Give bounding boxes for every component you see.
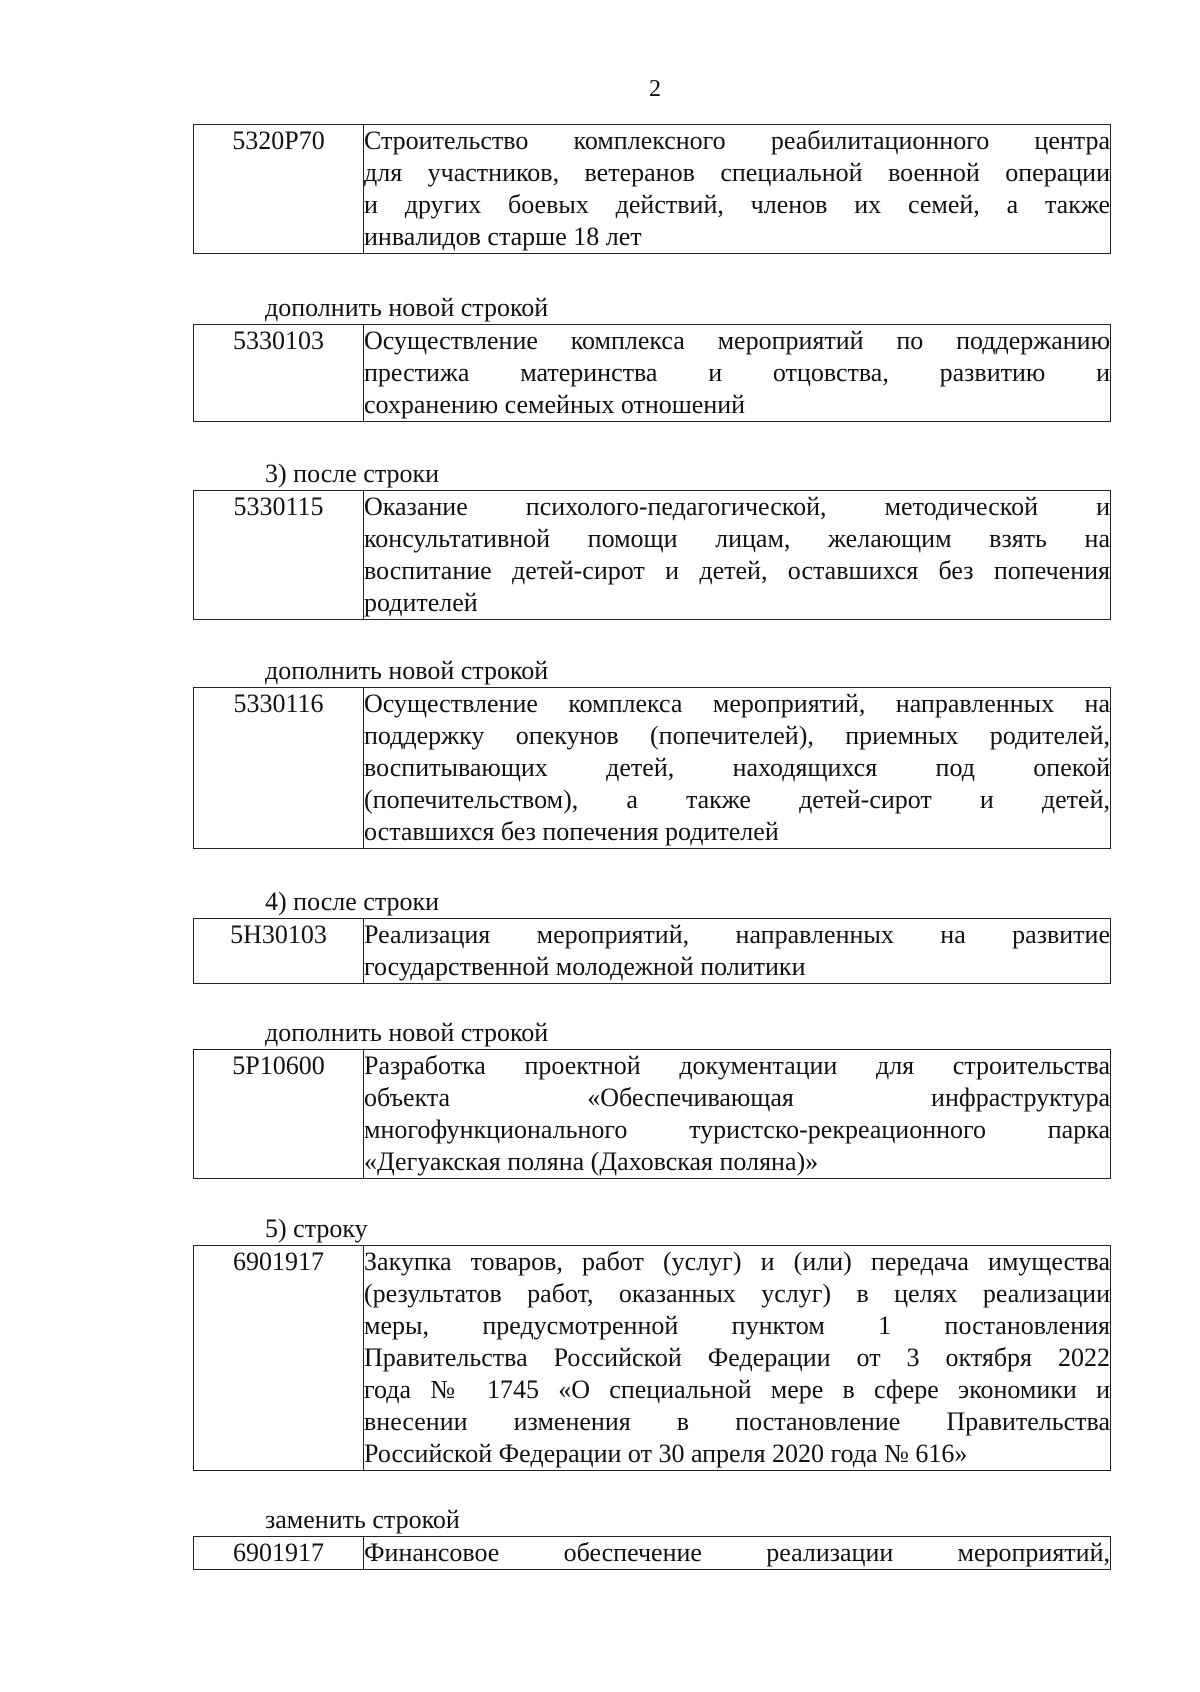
table-row [194,919,1111,984]
code-cell: 5330116 [194,688,364,849]
description-line: инвалидов старше 18 лет [364,222,642,251]
description-line: Правительства Российской Федерации от 3 октября 2022 [364,1343,1110,1372]
page-number: 2 [649,76,661,102]
code-cell: 5320Р70 [194,125,364,254]
classification-table [193,1049,1111,1179]
description-line: Строительство комплексного реабилитационного центра [364,126,1110,155]
code-cell: 5Р10600 [194,1050,364,1179]
description-line: (попечительством), а также детей-сирот и детей, [364,785,1110,814]
instruction-caption: дополнить новой строкой [265,656,549,685]
table-row [194,1537,1111,1570]
description-line: объекта «Обеспечивающая инфраструктура [364,1083,1110,1112]
description-line: поддержку опекунов (попечителей), приемных родителей, [364,721,1110,750]
description-line: государственной молодежной политики [364,952,806,981]
description-cell [364,125,1111,254]
description-cell [364,1050,1111,1179]
description-line: Осуществление комплекса мероприятий, направленных на [364,689,1110,718]
code-cell: 6901917 [194,1537,364,1570]
description-line: сохранению семейных отношений [364,390,746,419]
table-row [194,491,1111,620]
description-line: консультативной помощи лицам, желающим взять на [364,524,1110,553]
description-cell [364,1537,1111,1570]
instruction-caption: 5) строку [265,1214,368,1243]
description-line: оставшихся без попечения родителей [364,817,779,846]
table-row [194,325,1111,422]
description-line: воспитание детей-сирот и детей, оставшихся без попечения [364,556,1110,585]
table-row [194,1050,1111,1179]
classification-table [193,687,1111,849]
description-line: родителей [364,588,478,617]
classification-table [193,124,1111,254]
instruction-caption: заменить строкой [265,1505,460,1534]
description-cell [364,1246,1111,1471]
instruction-caption: дополнить новой строкой [265,293,549,322]
description-cell [364,491,1111,620]
classification-table [193,1536,1111,1570]
code-cell: 5Н30103 [194,919,364,984]
classification-table [193,324,1111,422]
description-cell [364,325,1111,422]
code-cell: 5330103 [194,325,364,422]
description-line: для участников, ветеранов специальной военной операции [364,158,1110,187]
classification-table [193,918,1111,984]
description-line: меры, предусмотренной пунктом 1 постановления [364,1311,1110,1340]
description-line: Оказание психолого-педагогической, методической и [364,492,1110,521]
instruction-caption: 4) после строки [265,887,440,916]
table-row [194,1246,1111,1471]
description-line: Закупка товаров, работ (услуг) и (или) передача имущества [364,1247,1110,1276]
description-line: Реализация мероприятий, направленных на развитие [364,920,1110,949]
table-row [194,688,1111,849]
description-cell [364,688,1111,849]
description-line: Осуществление комплекса мероприятий по поддержанию [364,326,1110,355]
classification-table [193,490,1111,620]
classification-table [193,1245,1111,1471]
description-line: многофункционального туристско-рекреационного парка [364,1115,1110,1144]
description-line: Разработка проектной документации для строительства [364,1051,1110,1080]
description-line: Российской Федерации от 30 апреля 2020 года № 616» [364,1439,968,1468]
code-cell: 5330115 [194,491,364,620]
instruction-caption: дополнить новой строкой [265,1018,549,1047]
description-cell [364,919,1111,984]
description-line: Финансовое обеспечение реализации мероприятий, [364,1538,1110,1567]
description-line: «Дегуакская поляна (Даховская поляна)» [364,1147,819,1176]
description-line: воспитывающих детей, находящихся под опекой [364,753,1110,782]
description-line: года № 1745 «О специальной мере в сфере экономики и [364,1375,1110,1404]
description-line: (результатов работ, оказанных услуг) в целях реализации [364,1279,1110,1308]
table-row [194,125,1111,254]
description-line: внесении изменения в постановление Правительства [364,1407,1110,1436]
description-line: престижа материнства и отцовства, развитию и [364,358,1110,387]
code-cell: 6901917 [194,1246,364,1471]
instruction-caption: 3) после строки [265,459,440,488]
description-line: и других боевых действий, членов их семей, а также [364,190,1110,219]
